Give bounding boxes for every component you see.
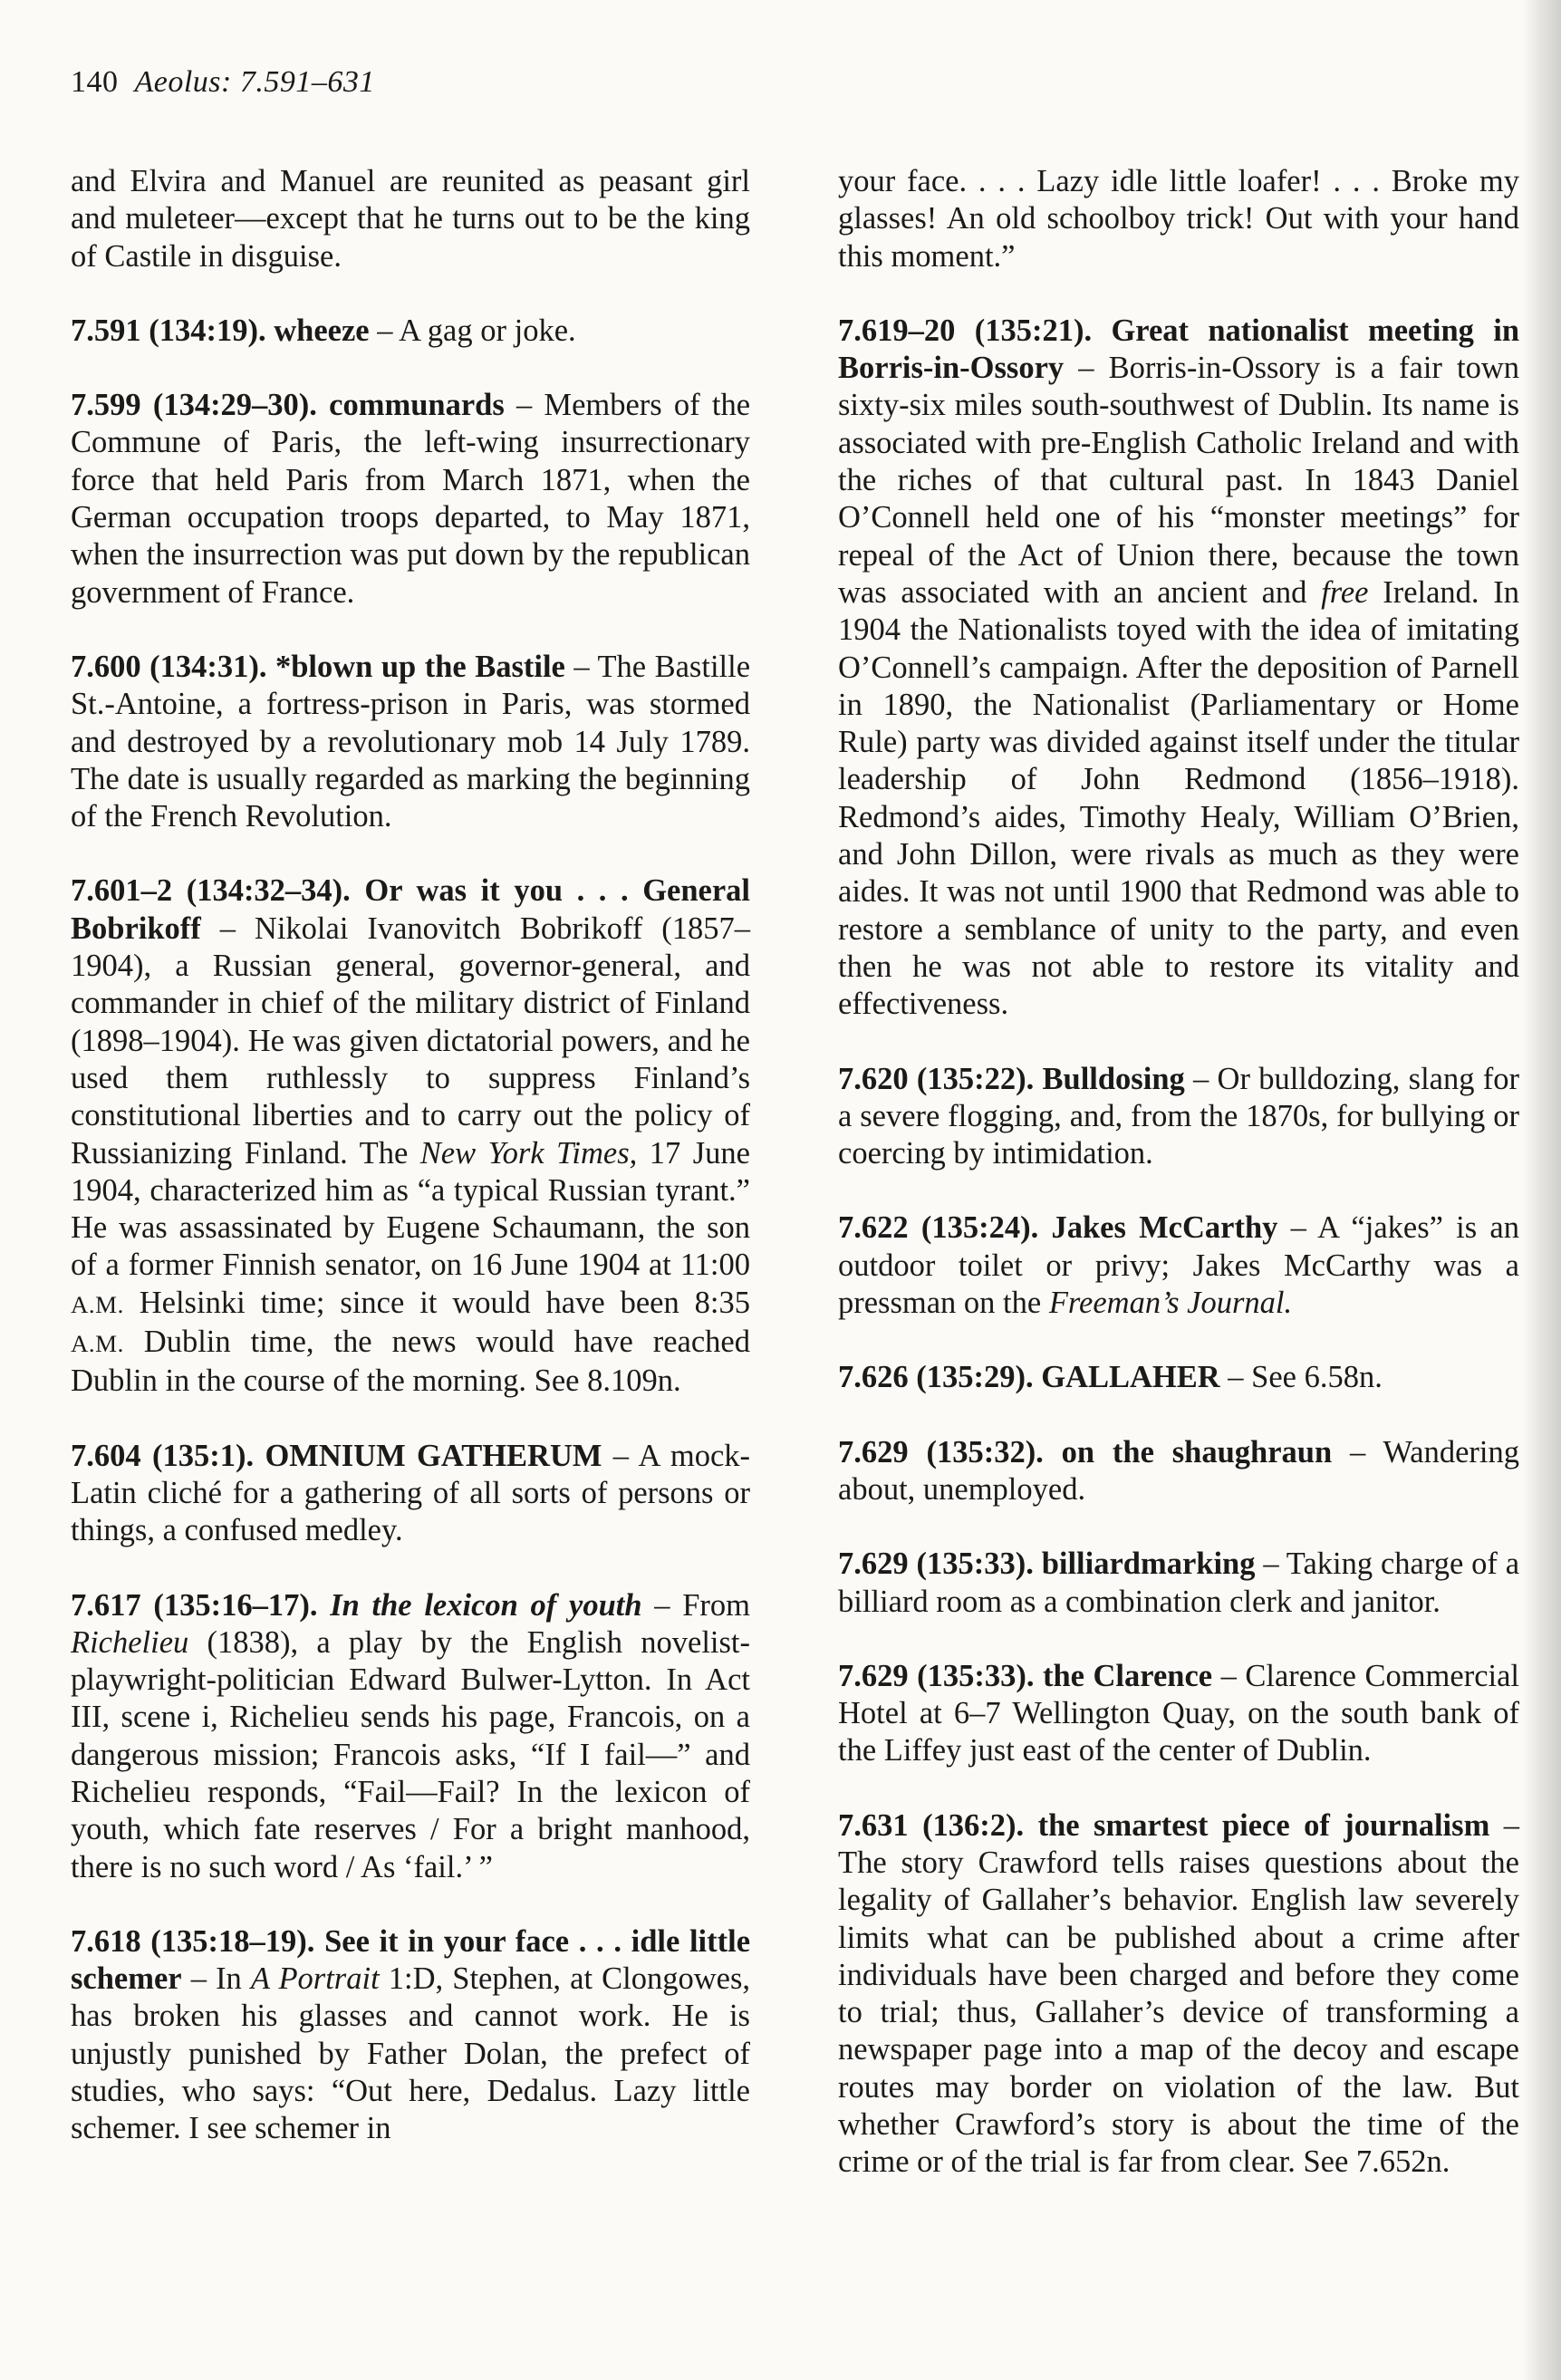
entry-reference: 7.618 (135:18–19).: [71, 1923, 315, 1959]
small-caps-am: A.M.: [71, 1290, 124, 1318]
entry-reference: 7.629 (135:32).: [838, 1434, 1044, 1469]
small-caps-am: A.M.: [71, 1330, 124, 1358]
entry-headword: Great nationalist meeting in Borris-in-Ossory: [838, 313, 1520, 386]
page-number: 140: [71, 65, 119, 99]
annotation-entry: [838, 1359, 1519, 1396]
entry-headword: Bulldosing: [1042, 1061, 1185, 1096]
annotation-entry: [71, 313, 750, 350]
annotation-entry: 7.618 (135:18–19). See it in your face . . . idle little schemer – In A Portrait 1:D, Stephen, at Clongowes, has broken his glasses and cannot work. He is unjustly punished by Father Dolan, the prefect of studies, who says: “Out here, Dedalus. Lazy little schemer. I see schemer in: [71, 1923, 751, 2146]
annotation-entry: [838, 1546, 1519, 1621]
entry-gloss: – Clarence Commercial Hotel at 6–7 Wellington Quay, on the south bank of the Liffey just east of the center of Dublin.: [838, 1658, 1519, 1768]
entry-headword: OMNIUM GATHERUM: [265, 1438, 602, 1473]
entry-reference: 7.620 (135:22).: [838, 1061, 1035, 1096]
running-title: Aeolus: 7.591–631: [134, 65, 375, 99]
page-edge-shadow: [1523, 0, 1561, 2380]
entry-gloss: – Nikolai Ivanovitch Bobrikoff (1857–1904), a Russian general, governor-general, and commander in chief of the military district of Finland (1898–1904). He was given dictatorial powers, and he used them ruthlessly to suppress Finland’s constitutional liberties and to carry out the policy of Russianizing Finland. The: [71, 911, 750, 1171]
entry-reference: 7.622 (135:24).: [838, 1210, 1039, 1246]
entry-headword: Jakes McCarthy: [1051, 1210, 1278, 1246]
entry-italic-title: Richelieu: [71, 1624, 189, 1660]
entry-reference: 7.600 (134:31).: [71, 649, 267, 684]
annotation-entry: [71, 387, 750, 612]
left-column: [71, 163, 750, 2148]
entry-headword: the smartest piece of journalism: [1037, 1807, 1490, 1843]
entry-headword: the Clarence: [1043, 1658, 1213, 1693]
annotation-entry: [71, 649, 750, 835]
entry-headword: billiardmarking: [1041, 1547, 1256, 1582]
entry-headword: on the shaughraun: [1061, 1434, 1333, 1469]
entry-headword: See it in your face . . . idle little schemer: [71, 1923, 751, 1997]
entry-gloss: – In: [181, 1961, 251, 1997]
entry-gloss: – A gag or joke.: [369, 313, 576, 348]
entry-gloss: – Members of the Commune of Paris, the left-wing insurrectionary force that held Paris from March 1871, when the German occupation troops departed, to May 1871, when the insurrection was put down by the republican government of France.: [71, 388, 751, 610]
entry-italic-title: New York Times,: [419, 1135, 638, 1171]
entry-reference: 7.629 (135:33).: [838, 1547, 1034, 1582]
entry-headword: GALLAHER: [1041, 1360, 1220, 1395]
entry-gloss: – Borris-in-Ossory is a fair town sixty-six miles south-southwest of Dublin. Its name is associated with pre-English Catholic Ireland and with the riches of that cultural past. In 1843 Daniel O’Connell held one of his “monster meetings” for repeal of the Act of Union there, because the town was associated with an ancient and: [838, 351, 1519, 610]
entry-gloss: – See 6.58n.: [1219, 1360, 1383, 1395]
entry-reference: 7.617 (135:16–17).: [71, 1587, 318, 1623]
entry-italic-word: free: [1321, 574, 1369, 610]
annotation-entry: [838, 1209, 1519, 1322]
entry-gloss: – Or bulldozing, slang for a severe flogging, and, from the 1870s, for bullying or coercing by intimidation.: [838, 1061, 1519, 1171]
entry-reference: 7.631 (136:2).: [838, 1807, 1025, 1843]
entry-reference: 7.629 (135:33).: [838, 1658, 1035, 1693]
annotation-entry: [838, 1658, 1519, 1770]
entry-gloss: – The story Crawford tells raises questions about the legality of Gallaher’s behavior. English law severely limits what can be published about a crime after individuals have been charged and before they come to trial; thus, Gallaher’s device of transforming a newspaper page into a map of the decoy and escape routes may border on violation of the law. But whether Crawford’s story is about the time of the crime or of the trial is far from clear. See 7.652n.: [838, 1807, 1520, 2180]
entry-italic-title: Freeman’s Journal.: [1048, 1286, 1293, 1321]
continued-paragraph: your face. . . . Lazy idle little loafer! . . . Broke my glasses! An old schoolboy trick! Out with your hand this moment.”: [838, 164, 1519, 274]
entry-italic-title: A Portrait: [250, 1961, 380, 1997]
entry-reference: 7.626 (135:29).: [838, 1360, 1034, 1395]
entry-gloss: – The Bastille St.-Antoine, a fortress-prison in Paris, was stormed and destroyed by a revolutionary mob 14 July 1789. The date is usually regarded as marking the beginning of the French Revolution.: [71, 649, 751, 834]
annotation-entry: [71, 1438, 750, 1550]
entry-reference: 7.591 (134:19).: [71, 313, 266, 348]
entry-headword: Or was it you . . . General Bobrikoff: [71, 873, 750, 946]
entry-gloss: – From: [641, 1587, 751, 1623]
running-head: [71, 65, 375, 100]
entry-headword: wheeze: [274, 313, 370, 348]
annotation-entry: 7.619–20 (135:21). Great nationalist meeting in Borris-in-Ossory – Borris-in-Ossory is a fair town sixty-six miles south-southwest of Dublin. Its name is associated with pre-English Catholic Ireland and with the riches of that cultural past. In 1843 Daniel O’Connell held one of his “monster meetings” for repeal of the Act of Union there, because the town was associated with an ancient and free Ireland. In 1904 the Nationalists toyed with the idea of imitating O’Connell’s campaign. After the deposition of Parnell in 1890, the Nationalist (Parliamentary or Home Rule) party was divided against itself under the titular leadership of John Redmond (1856–1918). Redmond’s aides, Timothy Healy, William O’Brien, and John Dillon, were rivals as much as they were aides. It was not until 1900 that Redmond was able to restore a semblance of unity to the party, and even then he was not able to restore its vitality and effectiveness.: [838, 313, 1520, 1022]
entry-gloss: – Taking charge of a billiard room as a combination clerk and janitor.: [838, 1547, 1520, 1619]
entry-headword: communards: [329, 388, 505, 423]
annotation-entry: [838, 1807, 1519, 2182]
annotation-entry: [838, 1061, 1519, 1173]
continued-paragraph: and Elvira and Manuel are reunited as peasant girl and muleteer—except that he turns out to be the king of Castile in disguise.: [71, 164, 750, 274]
entry-gloss: – A “jakes” is an outdoor toilet or privy; Jakes McCarthy was a pressman on the: [838, 1210, 1519, 1321]
entry-reference: 7.604 (135:1).: [71, 1438, 255, 1473]
entry-gloss: – A mock-Latin cliché for a gathering of all sorts of persons or things, a confused medley.: [71, 1438, 751, 1548]
entry-reference: 7.601–2 (134:32–34).: [71, 873, 351, 909]
entry-reference: 7.599 (134:29–30).: [71, 388, 317, 423]
entry-gloss: – Wandering about, unemployed.: [838, 1434, 1519, 1507]
entry-reference: 7.619–20 (135:21).: [838, 313, 1093, 348]
annotation-entry: [838, 1434, 1519, 1509]
right-column: [838, 163, 1519, 2182]
annotation-entry: 7.617 (135:16–17). In the lexicon of youth – From Richelieu (1838), a play by the English novelist-playwright-politician Edward Bulwer-Lytton. In Act III, scene i, Richelieu sends his page, Francois, on a dangerous mission; Francois asks, “If I fail—” and Richelieu responds, “Fail—Fail? In the lexicon of youth, which fate reserves / For a bright manhood, there is no such word / As ‘fail.’ ”: [71, 1587, 751, 1884]
entry-headword: In the lexicon of youth: [330, 1587, 642, 1623]
entry-headword: *blown up the Bastile: [275, 649, 565, 684]
annotation-entry: 7.601–2 (134:32–34). Or was it you . . . General Bobrikoff – Nikolai Ivanovitch Bobrikoff (1857–1904), a Russian general, governor-general, and commander in chief of the military district of Finland (1898–1904). He was given dictatorial powers, and he used them ruthlessly to suppress Finland’s constitutional liberties and to carry out the policy of Russianizing Finland. The New York Times, 17 June 1904, characterized him as “a typical Russian tyrant.” He was assassinated by Eugene Schaumann, the son of a former Finnish senator, on 16 June 1904 at 11:00 A.M. Helsinki time; since it would have been 8:35 A.M. Dublin time, the news would have reached Dublin in the course of the morning. See 8.109n.: [71, 873, 750, 1399]
